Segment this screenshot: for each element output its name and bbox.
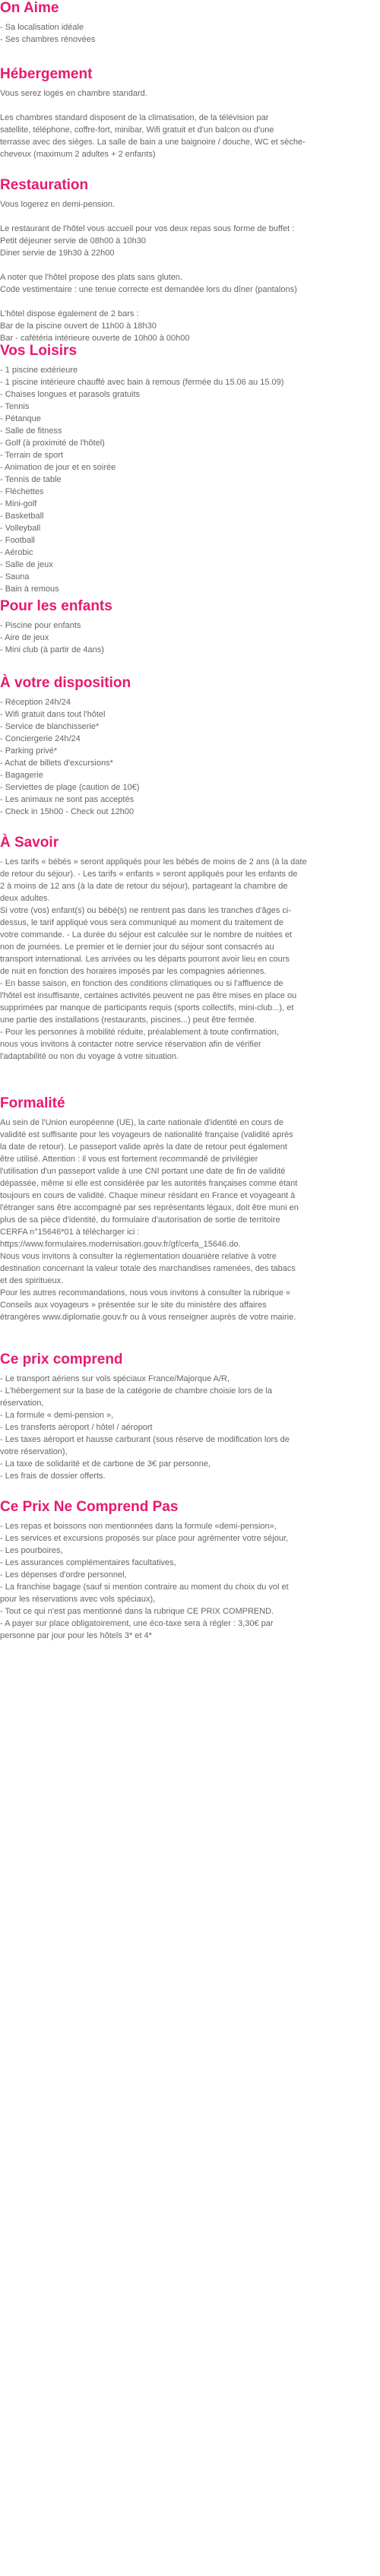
text-line: CERFA n°15646*01 à télécharger ici : bbox=[0, 1228, 140, 1237]
text-line: Au sein de l'Union européenne (UE), la carte nationale d'identité en cours de bbox=[0, 1118, 283, 1127]
list-item: - Aire de jeux bbox=[0, 633, 49, 642]
section-title-formalite: Formalité bbox=[0, 1095, 65, 1111]
text-line: dépassée, même si elle est considérée par les autorités françaises comme étant bbox=[0, 1179, 298, 1188]
list-item: réservation, bbox=[0, 1399, 44, 1408]
list-item: - Animation de jour et en soirée bbox=[0, 463, 116, 472]
text-line: Petit déjeuner servie de 08h00 à 10h30 bbox=[0, 236, 147, 246]
list-item: - Basketball bbox=[0, 512, 44, 521]
list-item: - Service de blanchisserie* bbox=[0, 722, 100, 731]
text-line: destination concernant la valeur totale des marchandises ramenées, des tabacs bbox=[0, 1264, 296, 1273]
text-line: dessus, le tarif appliqué vous sera communiqué au moment du traitement de bbox=[0, 918, 283, 927]
text-line: cheveux (maximum 2 adultes + 2 enfants) bbox=[0, 150, 156, 159]
section-title-restauration: Restauration bbox=[0, 177, 89, 193]
section-prix-comprend bbox=[0, 1351, 371, 1482]
section-body-prix-comprend bbox=[0, 1373, 371, 1482]
list-item: - Piscine pour enfants bbox=[0, 621, 81, 630]
section-title-prix-ne-comprend: Ce Prix Ne Comprend Pas bbox=[0, 1499, 179, 1515]
text-line: 2 à moins de 12 ans (à la date de retour du séjour), partageant la chambre de bbox=[0, 882, 288, 891]
text-line: Bar de la piscine ouvert de 11h00 à 18h30 bbox=[0, 322, 157, 331]
text-line: une partie des installations (restaurants, piscines...) peut être fermée. bbox=[0, 1016, 257, 1025]
list-item: - Football bbox=[0, 536, 35, 545]
list-item: - Les assurances complémentaires facultatives, bbox=[0, 1558, 176, 1567]
text-line: l'hôtel est insuffisante, certaines activités peuvent ne pas être mises en place ou bbox=[0, 991, 297, 1000]
list-item: - Tout ce qui n'est pas mentionné dans la rubrique CE PRIX COMPREND. bbox=[0, 1607, 274, 1616]
section-body-prix-ne-comprend bbox=[0, 1520, 371, 1642]
text-line: - Ses chambres rénovées bbox=[0, 35, 96, 44]
text-line: étrangères www.diplomatie.gouv.fr ou à vous renseigner auprès de votre mairie. bbox=[0, 1313, 296, 1322]
list-item: - Les services et excursions proposés sur place pour agrémenter votre séjour, bbox=[0, 1534, 289, 1543]
text-line: Vous serez logés en chambre standard. bbox=[0, 89, 147, 98]
cerfa-link[interactable]: https://www.formulaires.modernisation.gouv.fr/gf/cerfa_15646.do. bbox=[0, 1240, 241, 1249]
section-body-hebergement bbox=[0, 87, 371, 160]
list-item: - Chaises longues et parasols gratuits bbox=[0, 390, 141, 399]
list-item: - Les taxes aéroport et hausse carburant (sous réserve de modification lors de bbox=[0, 1435, 290, 1444]
section-title-enfants: Pour les enfants bbox=[0, 598, 112, 614]
text-line: - Les tarifs « bébés » seront appliqués pour les bébés de moins de 2 ans (à la date bbox=[0, 857, 307, 867]
text-line: toujours en cours de validité. Chaque mineur résidant en France et voyageant à bbox=[0, 1191, 296, 1200]
section-body-formalite bbox=[0, 1117, 371, 1323]
list-item: - Les dépenses d'ordre personnel, bbox=[0, 1570, 127, 1580]
list-item: - Tennis de table bbox=[0, 475, 62, 484]
list-item: - La franchise bagage (sauf si mention contraire au moment du choix du vol et bbox=[0, 1583, 289, 1592]
text-line: L'hôtel dispose également de 2 bars : bbox=[0, 309, 139, 318]
text-line: Le restaurant de l'hôtel vous accueil pour vos deux repas sous forme de buffet : bbox=[0, 224, 295, 233]
section-savoir bbox=[0, 835, 371, 1063]
section-body-on-aime bbox=[0, 21, 371, 46]
list-item: - Les pourboires, bbox=[0, 1546, 63, 1555]
section-prix-ne-comprend bbox=[0, 1499, 371, 1642]
section-title-savoir: À Savoir bbox=[0, 835, 59, 851]
text-line: transport international. Les arrivées ou les départs pourront avoir lieu en cours bbox=[0, 955, 290, 964]
text-line: terrasse avec des sièges. La salle de bain a une baignoire / douche, WC et sèche- bbox=[0, 138, 306, 147]
section-loisirs bbox=[0, 343, 371, 595]
list-item: - A payer sur place obligatoirement, une éco-taxe sera à régler : 3,30€ par bbox=[0, 1619, 274, 1628]
section-title-on-aime: On Aime bbox=[0, 0, 59, 16]
list-item: - La taxe de solidarité et de carbone de 3€ par personne, bbox=[0, 1459, 211, 1469]
text-line: être utilisé. Attention : il vous est fortement recommandé de privilégier bbox=[0, 1155, 258, 1164]
list-item: - Parking privé* bbox=[0, 746, 58, 756]
section-restauration bbox=[0, 177, 371, 344]
list-item: - L'hébergement sur la base de la catégorie de chambre choisie lors de la bbox=[0, 1386, 272, 1396]
text-line: de retour du séjour). - Les tarifs « enfants » seront appliqués pour les enfants de bbox=[0, 870, 298, 879]
list-item: - 1 piscine intérieure chauffé avec bain à remous (fermée du 15.06 au 15.09) bbox=[0, 378, 284, 387]
list-item: - Les animaux ne sont pas acceptés bbox=[0, 795, 135, 804]
list-item: - Mini-golf bbox=[0, 499, 37, 509]
text-line: Si votre (vos) enfant(s) ou bébé(s) ne rentrent pas dans les tranches d'âges ci- bbox=[0, 906, 292, 915]
list-item: - Fléchettes bbox=[0, 487, 44, 496]
list-item: - Conciergerie 24h/24 bbox=[0, 734, 81, 743]
list-item: - Serviettes de plage (caution de 10€) bbox=[0, 783, 140, 792]
list-item: - Bain à remous bbox=[0, 585, 59, 594]
text-line: Pour les autres recommandations, nous vous invitons à consulter la rubrique « bbox=[0, 1288, 291, 1298]
text-line: Les chambres standard disposent de la climatisation, de la télévision par bbox=[0, 113, 269, 122]
text-line: - Sa localisation idéale bbox=[0, 23, 84, 32]
text-line: la date de retour). Le passeport valide après la date de retour peut également bbox=[0, 1142, 287, 1152]
blank-line bbox=[0, 211, 371, 223]
blank-line bbox=[0, 296, 371, 308]
section-body-savoir bbox=[0, 856, 371, 1063]
list-item: - Wifi gratuit dans tout l'hôtel bbox=[0, 710, 106, 719]
section-body-restauration bbox=[0, 198, 371, 344]
list-item: - Mini club (à partir de 4ans) bbox=[0, 645, 104, 654]
list-item: - Réception 24h/24 bbox=[0, 698, 71, 707]
list-item: - Les repas et boissons non mentionnées dans la formule «demi-pension», bbox=[0, 1522, 277, 1531]
text-line: non de journées. Le premier et le dernier jour du séjour sont consacrés au bbox=[0, 943, 274, 952]
list-item: - Terrain de sport bbox=[0, 451, 63, 460]
section-formalite bbox=[0, 1095, 371, 1323]
section-body-enfants bbox=[0, 619, 371, 656]
list-item: - Volleyball bbox=[0, 524, 41, 533]
text-line: Vous logerez en demi-pension. bbox=[0, 200, 116, 209]
list-item: - Les frais de dossier offerts. bbox=[0, 1472, 106, 1481]
list-item: pour les réservations avec vols spéciaux), bbox=[0, 1595, 156, 1604]
section-title-prix-comprend: Ce prix comprend bbox=[0, 1351, 123, 1367]
list-item: - Salle de jeux bbox=[0, 560, 53, 569]
text-line: - Pour les personnes à mobilité réduite, préalablement à toute confirmation, bbox=[0, 1028, 279, 1037]
text-line: l'adaptabilité ou non du voyage à votre situation. bbox=[0, 1052, 179, 1061]
section-on-aime bbox=[0, 0, 371, 46]
text-line: supprimées par manque de participants requis (sports collectifs, mini-club...), et bbox=[0, 1003, 294, 1012]
text-line: validité est suffisante pour les voyageurs de nationalité française (validité après bbox=[0, 1130, 293, 1139]
text-line: Diner servie de 19h30 à 22h00 bbox=[0, 249, 115, 258]
list-item: - La formule « demi-pension », bbox=[0, 1411, 114, 1420]
section-disposition bbox=[0, 675, 371, 818]
list-item: - Tennis bbox=[0, 402, 30, 411]
list-item: - Les transferts aéroport / hôtel / aéroport bbox=[0, 1423, 153, 1432]
section-body-loisirs bbox=[0, 364, 371, 595]
text-line: plus de sa pièce d'identité, du formulaire d'autorisation de sortie de territoire bbox=[0, 1215, 280, 1225]
section-enfants bbox=[0, 598, 371, 656]
text-line: nous vous invitons à contacter notre service réservation afin de vérifier bbox=[0, 1040, 261, 1049]
text-line: l'utilisation d'un passeport valide à une CNI portant une date de fin de validité bbox=[0, 1167, 286, 1176]
text-line: votre commande. - La durée du séjour est calculée sur le nombre de nuitées et bbox=[0, 930, 292, 939]
list-item: - 1 piscine extérieure bbox=[0, 366, 78, 375]
text-line: satellite, téléphone, coffre-fort, minibar, Wifi gratuit et d'un balcon ou d'une bbox=[0, 125, 274, 135]
section-title-disposition: À votre disposition bbox=[0, 675, 131, 691]
text-line: Code vestimentaire : une tenue correcte est demandée lors du dîner (pantalons) bbox=[0, 285, 297, 294]
text-line: et des spiritueux. bbox=[0, 1276, 64, 1285]
list-item: - Aérobic bbox=[0, 548, 33, 557]
text-line: Conseils aux voyageurs » présentée sur le site du ministère des affaires bbox=[0, 1301, 267, 1310]
list-item: - Sauna bbox=[0, 572, 30, 581]
text-line: - En basse saison, en fonction des conditions climatiques ou si l'affluence de bbox=[0, 979, 283, 988]
text-line: Nous vous invitons à consulter la réglementation douanière relative à votre bbox=[0, 1252, 277, 1261]
blank-line bbox=[0, 100, 371, 112]
list-item: personne par jour pour les hôtels 3* et 4* bbox=[0, 1631, 152, 1640]
text-line: Bar - cafétéria intérieure ouverte de 10h00 à 00h00 bbox=[0, 334, 190, 343]
list-item: - Pétanque bbox=[0, 414, 41, 423]
list-item: - Golf (à proximité de l'hôtel) bbox=[0, 439, 105, 448]
list-item: votre réservation), bbox=[0, 1447, 68, 1456]
section-body-disposition bbox=[0, 696, 371, 818]
list-item: - Le transport aériens sur vols spéciaux France/Majorque A/R, bbox=[0, 1374, 230, 1383]
section-title-hebergement: Hébergement bbox=[0, 66, 93, 82]
text-line: de nuit en fonction des horaires imposés par les compagnies aériennes. bbox=[0, 967, 267, 976]
text-line: deux adultes. bbox=[0, 894, 50, 903]
text-line: A noter que l'hôtel propose des plats sans gluten. bbox=[0, 273, 182, 282]
section-hebergement bbox=[0, 66, 371, 160]
text-line: l'étranger sans être accompagné par ses représentants légaux, doit être muni en bbox=[0, 1203, 299, 1212]
list-item: - Salle de fitness bbox=[0, 426, 62, 436]
list-item: - Bagagerie bbox=[0, 771, 43, 780]
list-item: - Check in 15h00 - Check out 12h00 bbox=[0, 807, 135, 816]
list-item: - Achat de billets d'excursions* bbox=[0, 759, 113, 768]
blank-line bbox=[0, 259, 371, 271]
section-title-loisirs: Vos Loisirs bbox=[0, 343, 78, 359]
